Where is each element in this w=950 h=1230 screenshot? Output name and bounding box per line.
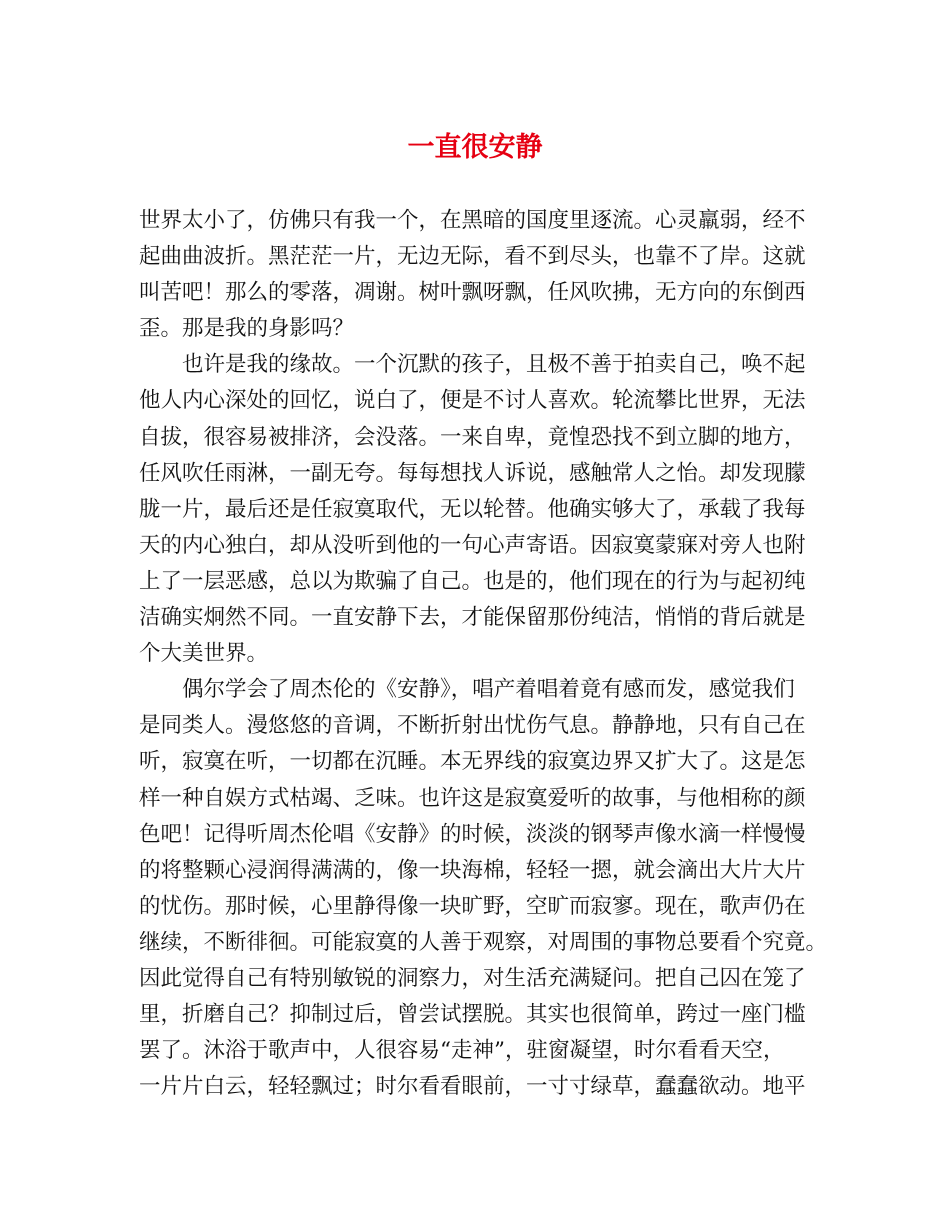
body-line: 的将整颗心浸润得满满的，像一块海棉，轻轻一摁，就会滴出大片大片 (139, 857, 806, 883)
body-line: 任风吹任雨淋，一副无夸。每每想找人诉说，感触常人之怡。却发现朦 (139, 460, 806, 486)
body-line: 的忧伤。那时候，心里静得像一块旷野，空旷而寂寥。现在，歌声仍在 (139, 893, 806, 919)
body-line: 天的内心独白，却从没听到他的一句心声寄语。因寂寞蒙寐对旁人也附 (139, 532, 806, 558)
body-line: 是同类人。漫悠悠的音调，不断折射出忧伤气息。静静地，只有自己在 (139, 713, 806, 739)
body-line: 歪。那是我的身影吗？ (139, 316, 355, 342)
body-line: 叫苦吧！那么的零落，凋谢。树叶飘呀飘，任风吹拂，无方向的东倒西 (139, 280, 806, 306)
body-line: 个大美世界。 (139, 641, 269, 667)
document-title: 一直很安静 (407, 132, 543, 163)
body-line: 罢了。沐浴于歌声中，人很容易“走神”，驻窗凝望，时尔看看天空， (139, 1038, 785, 1064)
body-line: 他人内心深处的回忆，说白了，便是不讨人喜欢。轮流攀比世界，无法 (139, 388, 806, 414)
body-line: 一片片白云，轻轻飘过；时尔看看眼前，一寸寸绿草，蠢蠢欲动。地平 (139, 1074, 806, 1100)
body-line: 里，折磨自己？抑制过后，曾尝试摆脱。其实也很简单，跨过一座门槛 (139, 1002, 806, 1028)
body-line: 也许是我的缘故。一个沉默的孩子，且极不善于拍卖自己，唤不起 (139, 352, 806, 378)
body-line: 偶尔学会了周杰伦的《安静》，唱产着唱着竟有感而发，感觉我们 (139, 677, 795, 703)
body-line: 洁确实炯然不同。一直安静下去，才能保留那份纯洁，悄悄的背后就是 (139, 605, 806, 631)
body-line: 胧一片，最后还是任寂寞取代，无以轮替。他确实够大了，承载了我每 (139, 496, 806, 522)
body-line: 色吧！记得听周杰伦唱《安静》的时候，淡淡的钢琴声像水滴一样慢慢 (139, 821, 806, 847)
body-line: 世界太小了，仿佛只有我一个，在黑暗的国度里逐流。心灵羸弱，经不 (139, 208, 806, 233)
body-line: 样一种自娱方式枯竭、乏味。也许这是寂寞爱听的故事，与他相称的颜 (139, 785, 806, 811)
body-line: 上了一层恶感，总以为欺骗了自己。也是的，他们现在的行为与起初纯 (139, 568, 806, 594)
body-line: 起曲曲波折。黑茫茫一片，无边无际，看不到尽头，也靠不了岸。这就 (139, 244, 806, 270)
body-line: 听，寂寞在听，一切都在沉睡。本无界线的寂寞边界又扩大了。这是怎 (139, 749, 806, 775)
body-line: 继续，不断徘徊。可能寂寞的人善于观察，对周围的事物总要看个究竟。 (139, 929, 828, 955)
body-line: 自拔，很容易被排济，会没落。一来自卑，竟惶恐找不到立脚的地方， (139, 424, 806, 450)
body-line: 因此觉得自己有特别敏锐的洞察力，对生活充满疑问。把自己囚在笼了 (139, 965, 806, 991)
document-body (139, 203, 828, 1105)
